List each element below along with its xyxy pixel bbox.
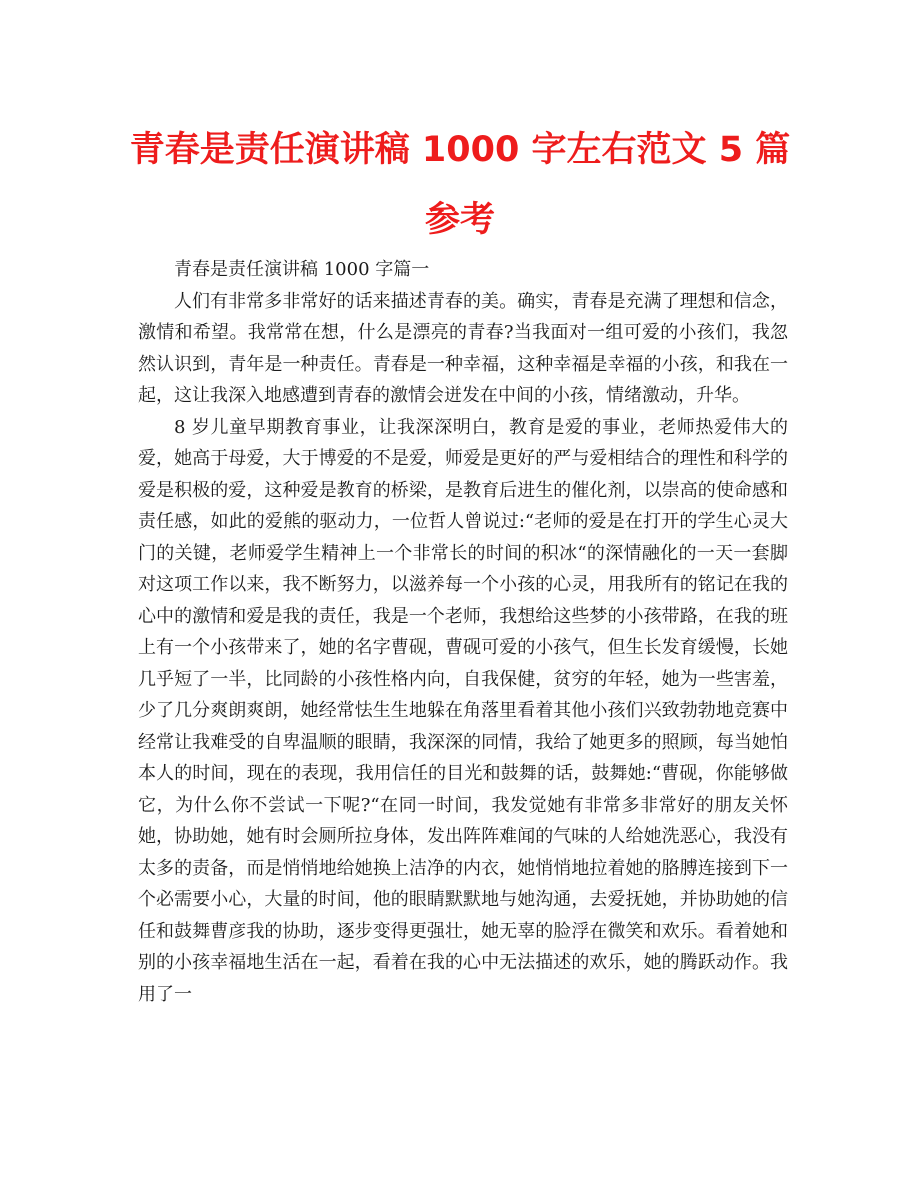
paragraph: 人们有非常多非常好的话来描述青春的美。确实，青春是充满了理想和信念，激情和希望。我常常在想，什么是漂亮的青春?当我面对一组可爱的小孩们，我忽然认识到，青年是一种责任。青春是一种幸福，这种幸福是幸福的小孩，和我在一起，这让我深入地感遭到青春的激情会迸发在中间的小孩，情绪激动，升华。 bbox=[138, 290, 788, 406]
document-title: 青春是责任演讲稿 1000 字左右范文 5 篇 bbox=[129, 130, 791, 170]
document-body bbox=[138, 254, 788, 1010]
document-title-continued: 参考 bbox=[424, 200, 495, 240]
paragraph: 8 岁儿童早期教育事业，让我深深明白，教育是爱的事业，老师热爱伟大的爱，她高于母爱，大于博爱的不是爱，师爱是更好的严与爱相结合的理性和科学的爱是积极的爱，这种爱是教育的桥梁，是教育后进生的催化剂，以崇高的使命感和责任感，如此的爱熊的驱动力，一位哲人曾说过:“老师的爱是在打开的学生心灵大门的关键，老师爱学生精神上一个非常长的时间的积冰“的深情融化的一天一套脚对这项工作以来，我不断努力，以滋养每一个小孩的心灵，用我所有的铭记在我的心中的激情和爱是我的责任，我是一个老师，我想给这些梦的小孩带路，在我的班上有一个小孩带来了，她的名字曹砚，曹砚可爱的小孩气，但生长发育缓慢，长她几乎短了一半，比同龄的小孩性格内向，自我保健，贫穷的年轻，她为一些害羞，少了几分爽朗爽朗，她经常怯生生地躲在角落里看着其他小孩们兴致勃勃地竞赛中经常让我难受的自卑温顺的眼睛，我深深的同情，我给了她更多的照顾，每当她怕本人的时间，现在的表现，我用信任的目光和鼓舞的话，鼓舞她:“曹砚，你能够做它，为什么你不尝试一下呢?“在同一时间，我发觉她有非常多非常好的朋友关怀她，协助她，她有时会厕所拉身体，发出阵阵难闻的气味的人给她洗恶心，我没有太多的责备，而是悄悄地给她换上洁净的内衣，她悄悄地拉着她的胳膊连接到下一个必需要小心，大量的时间，他的眼睛默默地与她沟通，去爱抚她，并协助她的信任和鼓舞曹彦我的协助，逐步变得更强壮，她无辜的脸浮在微笑和欢乐。看着她和别的小孩幸福地生活在一起，看着在我的心中无法描述的欢乐，她的腾跃动作。我用了一 bbox=[138, 416, 788, 1005]
section-heading: 青春是责任演讲稿 1000 字篇一 bbox=[174, 259, 430, 280]
